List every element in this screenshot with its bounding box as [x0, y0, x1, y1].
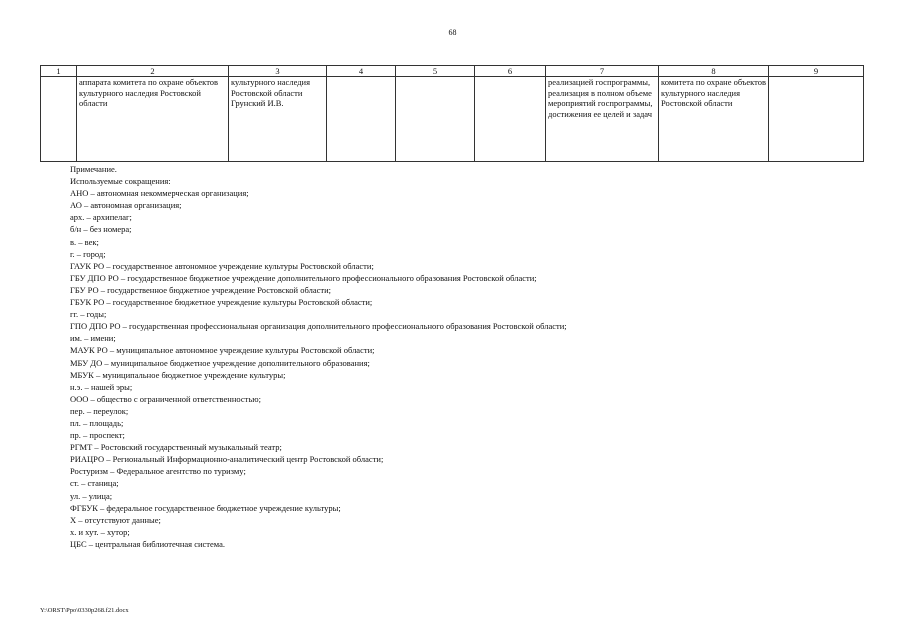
abbreviation-item: ООО – общество с ограниченной ответственностью;	[70, 393, 261, 404]
table-cell	[396, 77, 475, 162]
abbreviation-item: им. – имени;	[70, 333, 116, 344]
abbreviation-item: пр. – проспект;	[70, 430, 125, 441]
abbreviation-item: г. – город;	[70, 248, 106, 259]
abbreviation-item: в. – век;	[70, 236, 99, 247]
column-number-2: 2	[77, 66, 229, 77]
abbreviation-item: ФГБУК – федеральное государственное бюджетное учреждение культуры;	[70, 502, 341, 513]
table-cell	[475, 77, 546, 162]
abbreviation-item: арх. – архипелаг;	[70, 212, 132, 223]
abbreviation-item: гг. – годы;	[70, 309, 107, 320]
table-cell: комитета по охране объектов культурного наследия Ростовской области	[659, 77, 769, 162]
abbreviation-item: РГМТ – Ростовский государственный музыкальный театр;	[70, 442, 282, 453]
abbreviation-item: пер. – переулок;	[70, 405, 129, 416]
abbreviation-item: АНО – автономная некоммерческая организация;	[70, 188, 249, 199]
abbreviation-item: ГАУК РО – государственное автономное учреждение культуры Ростовской области;	[70, 260, 374, 271]
abbreviation-item: н.э. – нашей эры;	[70, 381, 133, 392]
abbreviation-item: ГПО ДПО РО – государственная профессиональная организация дополнительного профессионального образования Ростовской области;	[70, 321, 567, 332]
notes-title: Примечание.	[70, 164, 117, 174]
column-number-4: 4	[327, 66, 396, 77]
table-cell	[41, 77, 77, 162]
abbreviation-item: х. и хут. – хутор;	[70, 526, 130, 537]
table-header-row	[41, 66, 864, 77]
abbreviation-item: ГБУ ДПО РО – государственное бюджетное учреждение дополнительного профессионального образования Ростовской области;	[70, 272, 537, 283]
column-number-7: 7	[546, 66, 659, 77]
column-number-9: 9	[769, 66, 864, 77]
abbreviation-item: б/н – без номера;	[70, 224, 132, 235]
column-number-1: 1	[41, 66, 77, 77]
column-number-5: 5	[396, 66, 475, 77]
abbreviation-item: пл. – площадь;	[70, 417, 124, 428]
abbreviation-item: Ростуризм – Федеральное агентство по туризму;	[70, 466, 246, 477]
table-row	[41, 77, 864, 162]
abbreviation-item: МБУК – муниципальное бюджетное учреждение культуры;	[70, 369, 286, 380]
abbreviation-item: ГБУК РО – государственное бюджетное учреждение культуры Ростовской области;	[70, 297, 373, 308]
abbreviation-item: РИАЦРО – Региональный Информационно-аналитический центр Ростовской области;	[70, 454, 384, 465]
abbreviation-item: ГБУ РО – государственное бюджетное учреждение Ростовской области;	[70, 284, 332, 295]
column-number-6: 6	[475, 66, 546, 77]
page-number: 68	[448, 28, 457, 37]
abbreviation-item: ЦБС – центральная библиотечная система.	[70, 538, 226, 549]
abbreviation-item: ст. – станица;	[70, 478, 119, 489]
column-number-8: 8	[659, 66, 769, 77]
continuation-table	[40, 65, 864, 162]
table-cell: культурного наследия Ростовской области Грунский И.В.	[229, 77, 327, 162]
abbreviation-item: МБУ ДО – муниципальное бюджетное учреждение дополнительного образования;	[70, 357, 370, 368]
abbreviation-item: МАУК РО – муниципальное автономное учреждение культуры Ростовской области;	[70, 345, 375, 356]
notes-subtitle: Используемые сокращения:	[70, 176, 171, 187]
abbreviations-notes	[70, 163, 567, 550]
file-path-footer: Y:\ORST\Ppo\0330p268.f21.docx	[40, 607, 129, 614]
table-cell	[769, 77, 864, 162]
table-cell: реализацией госпрограммы, реализация в полном объеме мероприятий госпрограммы, достижения ее целей и задач	[546, 77, 659, 162]
table-cell: аппарата комитета по охране объектов культурного наследия Ростовской области	[77, 77, 229, 162]
table-cell	[327, 77, 396, 162]
abbreviation-item: АО – автономная организация;	[70, 200, 182, 211]
abbreviation-item: Х – отсутствуют данные;	[70, 514, 161, 525]
column-number-3: 3	[229, 66, 327, 77]
abbreviation-item: ул. – улица;	[70, 490, 113, 501]
